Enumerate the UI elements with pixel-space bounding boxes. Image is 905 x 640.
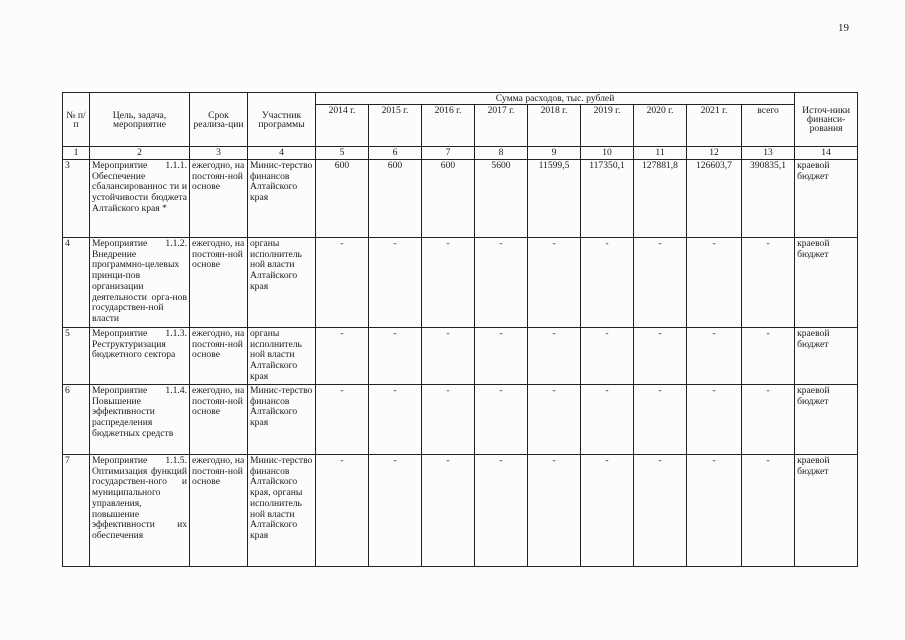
column-number: 4 [248, 147, 316, 160]
row-value: - [634, 328, 687, 385]
row-purpose: Мероприятие 1.1.1. Обеспечение сбалансированнос ти и устойчивости бюджета Алтайского края * [90, 160, 190, 238]
header-year: 2017 г. [475, 105, 528, 147]
row-purpose: Мероприятие 1.1.5. Оптимизация функций государствен-ного и муниципального управления, повышение эффективности их обеспечения [90, 455, 190, 567]
row-value: - [581, 238, 634, 328]
column-number: 3 [190, 147, 248, 160]
row-value: - [369, 238, 422, 328]
row-participant: Минис-терство финансов Алтайского края, органы исполнитель ной власти Алтайского края [248, 455, 316, 567]
row-value: - [634, 455, 687, 567]
budget-table [62, 92, 858, 567]
row-source: краевой бюджет [795, 328, 858, 385]
row-term: ежегодно, на постоян-ной основе [190, 238, 248, 328]
row-source: краевой бюджет [795, 455, 858, 567]
header-expenses: Сумма расходов, тыс. рублей [316, 93, 795, 105]
row-number: 7 [63, 455, 90, 567]
row-value: - [634, 238, 687, 328]
row-value: - [528, 385, 581, 455]
row-value: - [369, 385, 422, 455]
row-value: - [687, 238, 742, 328]
row-value: - [687, 328, 742, 385]
row-value-total: 390835,1 [742, 160, 795, 238]
column-number: 7 [422, 147, 475, 160]
row-purpose: Мероприятие 1.1.4. Повышение эффективности распределения бюджетных средств [90, 385, 190, 455]
row-value: 127881,8 [634, 160, 687, 238]
header-term: Срок реализа-ции [190, 93, 248, 147]
row-value: - [369, 455, 422, 567]
header-row-top [63, 93, 858, 105]
column-number: 6 [369, 147, 422, 160]
row-value: 600 [369, 160, 422, 238]
row-value: - [422, 238, 475, 328]
row-value: - [316, 385, 369, 455]
column-number-row [63, 147, 858, 160]
row-term: ежегодно, на постоян-ной основе [190, 455, 248, 567]
header-source: Источ-ники финанси-рования [795, 93, 858, 147]
column-number: 13 [742, 147, 795, 160]
row-purpose: Мероприятие 1.1.3. Реструктуризация бюджетного сектора [90, 328, 190, 385]
row-value: 11599,5 [528, 160, 581, 238]
row-value-total: - [742, 385, 795, 455]
row-value: - [475, 328, 528, 385]
column-number: 5 [316, 147, 369, 160]
header-year: 2016 г. [422, 105, 475, 147]
table-row [63, 160, 858, 238]
row-value: 600 [422, 160, 475, 238]
row-value: 117350,1 [581, 160, 634, 238]
table-row [63, 328, 858, 385]
column-number: 12 [687, 147, 742, 160]
row-value: - [528, 238, 581, 328]
row-value: - [581, 328, 634, 385]
row-value: - [422, 455, 475, 567]
row-value-total: - [742, 238, 795, 328]
row-value: - [475, 238, 528, 328]
row-source: краевой бюджет [795, 385, 858, 455]
table-row [63, 238, 858, 328]
row-value: - [634, 385, 687, 455]
row-value: - [687, 385, 742, 455]
page-number: 19 [838, 22, 849, 34]
header-year: 2018 г. [528, 105, 581, 147]
table-row [63, 455, 858, 567]
row-participant: органы исполнитель ной власти Алтайского края [248, 238, 316, 328]
row-value: - [316, 238, 369, 328]
row-source: краевой бюджет [795, 238, 858, 328]
row-number: 4 [63, 238, 90, 328]
row-source: краевой бюджет [795, 160, 858, 238]
row-value: - [316, 328, 369, 385]
row-value: - [316, 455, 369, 567]
row-participant: органы исполнитель ной власти Алтайского края [248, 328, 316, 385]
row-value: - [528, 328, 581, 385]
header-participant: Участник программы [248, 93, 316, 147]
column-number: 10 [581, 147, 634, 160]
header-no: № п/п [63, 93, 90, 147]
row-value: 126603,7 [687, 160, 742, 238]
row-value: - [581, 455, 634, 567]
row-purpose: Мероприятие 1.1.2. Внедрение программно-целевых принци-пов организации деятельности орга-нов государствен-ной власти [90, 238, 190, 328]
row-participant: Минис-терство финансов Алтайского края [248, 160, 316, 238]
header-year: 2014 г. [316, 105, 369, 147]
column-number: 11 [634, 147, 687, 160]
header-year: 2019 г. [581, 105, 634, 147]
row-value: - [687, 455, 742, 567]
header-total: всего [742, 105, 795, 147]
row-value-total: - [742, 455, 795, 567]
row-value: 600 [316, 160, 369, 238]
row-term: ежегодно, на постоян-ной основе [190, 385, 248, 455]
column-number: 2 [90, 147, 190, 160]
row-participant: Минис-терство финансов Алтайского края [248, 385, 316, 455]
header-purpose: Цель, задача, мероприятие [90, 93, 190, 147]
row-value: - [422, 328, 475, 385]
row-number: 3 [63, 160, 90, 238]
row-value: - [475, 385, 528, 455]
row-number: 6 [63, 385, 90, 455]
row-value: - [369, 328, 422, 385]
header-year: 2020 г. [634, 105, 687, 147]
column-number: 1 [63, 147, 90, 160]
row-value: - [422, 385, 475, 455]
column-number: 8 [475, 147, 528, 160]
row-value: - [528, 455, 581, 567]
row-value: 5600 [475, 160, 528, 238]
header-year: 2021 г. [687, 105, 742, 147]
header-year: 2015 г. [369, 105, 422, 147]
row-term: ежегодно, на постоян-ной основе [190, 160, 248, 238]
column-number: 14 [795, 147, 858, 160]
row-term: ежегодно, на постоян-ной основе [190, 328, 248, 385]
table-row [63, 385, 858, 455]
column-number: 9 [528, 147, 581, 160]
row-number: 5 [63, 328, 90, 385]
row-value: - [581, 385, 634, 455]
row-value: - [475, 455, 528, 567]
row-value-total: - [742, 328, 795, 385]
